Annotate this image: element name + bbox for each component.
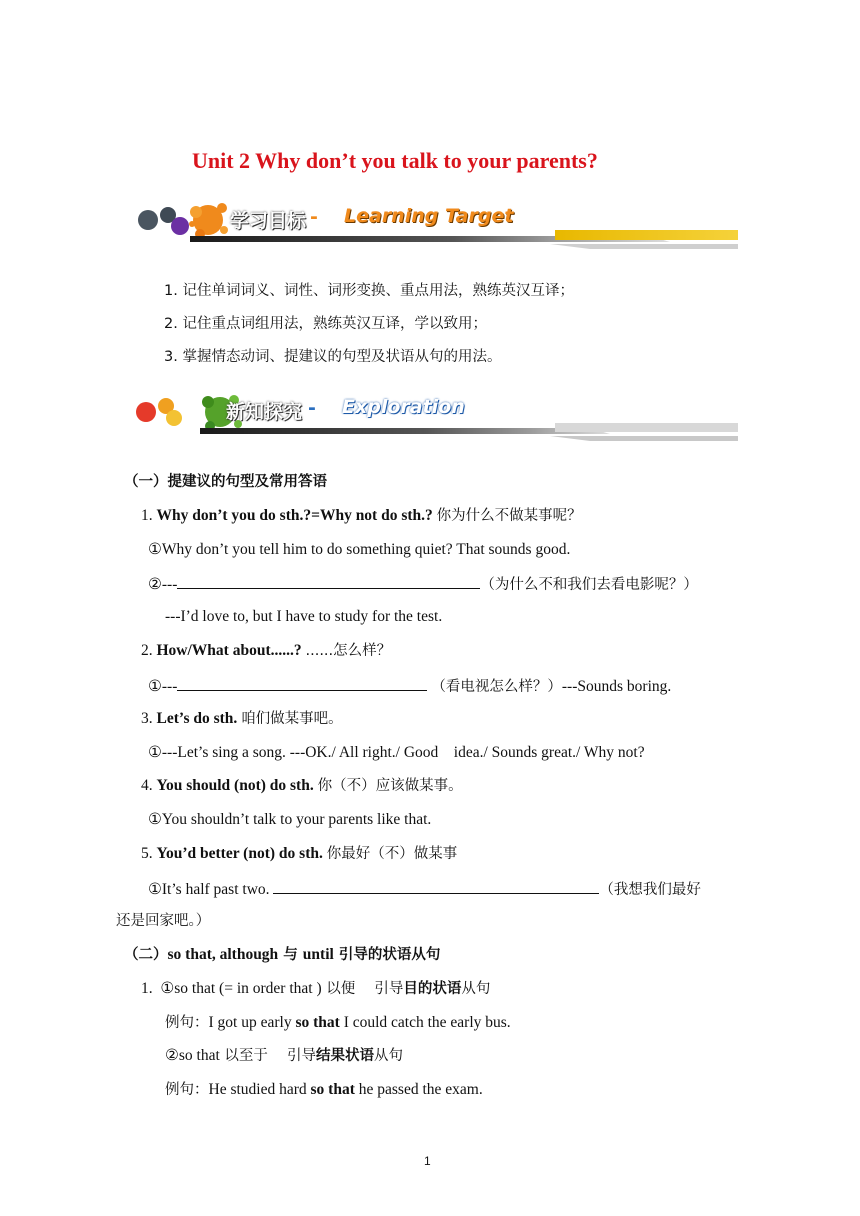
banner-title-en: Learning Target <box>344 205 514 227</box>
section-heading: （一）提建议的句型及常用答语 <box>124 474 327 490</box>
clause-item: ②so that 以至于 引导结果状语从句 <box>165 1047 404 1064</box>
example-sentence-continued: 还是回家吧。） <box>116 913 211 929</box>
answer-blank[interactable] <box>273 878 599 894</box>
example-sentence: 例句：He studied hard so that he passed the exam. <box>165 1081 483 1098</box>
dot-icon <box>171 217 189 235</box>
pattern-item: 3. Let’s do sth. 咱们做某事吧。 <box>141 710 343 727</box>
example-sentence: ②--- （为什么不和我们去看电影呢？） <box>148 573 698 595</box>
banner-title-cn: 学习目标 <box>230 210 307 232</box>
target-item: 3. 掌握情态动词、提建议的句型及状语从句的用法。 <box>164 349 502 365</box>
orange-splash-icon <box>189 203 228 239</box>
page-title: Unit 2 Why don’t you talk to your parents? <box>192 148 598 173</box>
section-heading: （二）so that, although 与 until 引导的状语从句 <box>124 946 441 963</box>
banner-title-en: Exploration <box>342 396 465 418</box>
page-number: 1 <box>424 1154 431 1168</box>
target-item: 1. 记住单词词义、词性、词形变换、重点用法，熟练英汉互译； <box>164 283 574 299</box>
answer-blank[interactable] <box>177 675 427 691</box>
example-sentence: ①--- （看电视怎么样？）---Sounds boring. <box>148 675 671 697</box>
banner-title-cn: 新知探究 <box>226 401 303 423</box>
dot-icon <box>138 210 158 230</box>
dot-icon <box>136 402 156 422</box>
example-sentence: ①It’s half past two. （我想我们最好 <box>148 878 701 900</box>
clause-item: 1. ①so that (= in order that ) 以便 引导目的状语从句 <box>141 980 491 997</box>
example-sentence: 例句：I got up early so that I could catch the early bus. <box>165 1014 511 1031</box>
target-item: 2. 记住重点词组用法，熟练英汉互译，学以致用； <box>164 316 487 332</box>
answer-blank[interactable] <box>177 573 480 589</box>
example-sentence: ---I’d love to, but I have to study for the test. <box>165 608 443 625</box>
banner-separator: - <box>308 397 316 419</box>
example-sentence: ①You shouldn’t talk to your parents like that. <box>148 811 432 828</box>
example-sentence: ①Why don’t you tell him to do something quiet? That sounds good. <box>148 541 571 558</box>
dot-icon <box>166 410 182 426</box>
banner-separator: - <box>310 206 318 228</box>
pattern-item: 4. You should (not) do sth. 你（不）应该做某事。 <box>141 777 463 794</box>
pattern-item: 5. You’d better (not) do sth. 你最好（不）做某事 <box>141 845 458 862</box>
exploration-banner <box>130 384 740 448</box>
learning-target-banner <box>130 192 740 256</box>
pattern-item: 1. Why don’t you do sth.?=Why not do sth.? 你为什么不做某事呢？ <box>141 507 582 524</box>
example-sentence: ①---Let’s sing a song. ---OK./ All right./ Good idea./ Sounds great./ Why not? <box>148 744 645 761</box>
pattern-item: 2. How/What about......? ......怎么样？ <box>141 642 392 659</box>
